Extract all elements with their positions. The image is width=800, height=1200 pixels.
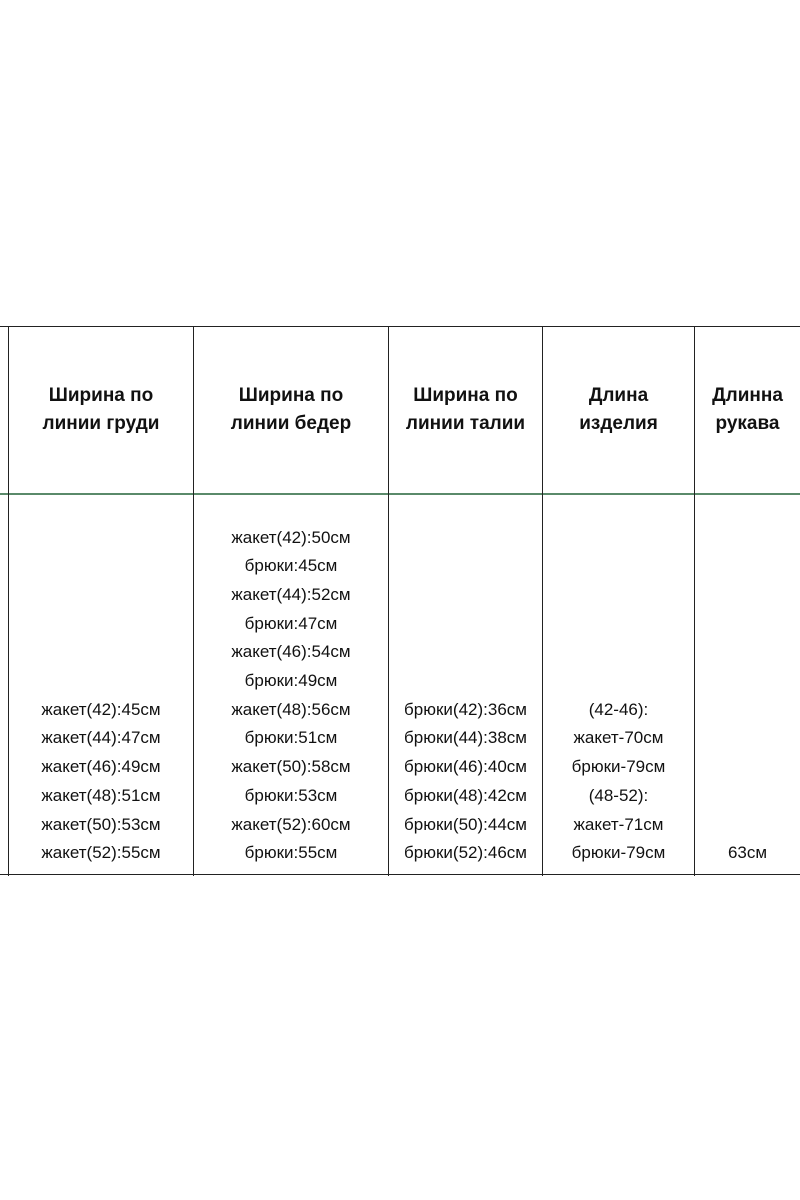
size-table — [0, 326, 800, 876]
header-line: Ширина по — [238, 385, 344, 406]
cell-line: (48-52): — [588, 785, 649, 805]
cell-line: жакет(52):60см — [231, 814, 351, 834]
cell-hip-width — [194, 496, 388, 868]
cell-line: жакет(50):58см — [231, 757, 351, 777]
header-line: Длина — [588, 385, 649, 406]
cell-line: брюки:49см — [244, 671, 338, 691]
cell-sleeve-length — [695, 496, 800, 868]
cell-line: брюки-79см — [571, 757, 666, 777]
table-bottom-border — [0, 874, 800, 875]
header-sleeve-length — [695, 328, 800, 492]
cell-line: жакет(44):52см — [231, 584, 351, 604]
cell-line: жакет-70см — [573, 728, 664, 748]
cell-line: жакет(52):55см — [41, 843, 161, 863]
cell-line: брюки:55см — [244, 843, 338, 863]
cell-line: жакет(50):53см — [41, 814, 161, 834]
cell-line: 63см — [727, 843, 768, 863]
cell-line: брюки(50):44см — [404, 814, 527, 834]
header-line: Ширина по — [48, 385, 154, 406]
header-line: линии бедер — [230, 413, 352, 434]
cell-line: брюки(42):36см — [404, 699, 527, 719]
cell-line: брюки:51см — [244, 728, 338, 748]
cell-line: брюки(44):38см — [404, 728, 527, 748]
cell-line: брюки(46):40см — [404, 757, 527, 777]
cell-line: брюки(48):42см — [404, 785, 527, 805]
cell-line: жакет(42):50см — [231, 527, 351, 547]
header-line: Ширина по — [413, 385, 518, 406]
header-line: линии груди — [42, 413, 160, 434]
cell-line: жакет(48):51см — [41, 785, 161, 805]
header-line: изделия — [579, 413, 658, 434]
table-top-border — [0, 326, 800, 327]
cell-line: брюки(52):46см — [404, 843, 527, 863]
header-chest-width — [9, 328, 193, 492]
cell-line: брюки:45см — [244, 556, 338, 576]
cell-chest-width — [9, 496, 193, 868]
cell-line: (42-46): — [588, 699, 649, 719]
cell-line: жакет(48):56см — [231, 699, 351, 719]
cell-line: жакет(46):49см — [41, 757, 161, 777]
header-line: линии талии — [405, 413, 526, 434]
cell-product-length — [543, 496, 694, 868]
cell-line: брюки:53см — [244, 785, 338, 805]
header-hip-width — [194, 328, 388, 492]
header-line: Длинна — [712, 385, 783, 406]
cell-line: жакет-71см — [573, 814, 664, 834]
cell-waist-width — [389, 496, 542, 868]
cell-line: жакет(46):54см — [231, 642, 351, 662]
header-line: рукава — [715, 413, 780, 434]
header-waist-width — [389, 328, 542, 492]
cell-line: жакет(42):45см — [41, 699, 161, 719]
header-product-length — [543, 328, 694, 492]
header-divider — [0, 493, 800, 495]
cell-line: брюки-79см — [571, 843, 666, 863]
cell-line: жакет(44):47см — [41, 728, 161, 748]
cell-line: брюки:47см — [244, 613, 338, 633]
